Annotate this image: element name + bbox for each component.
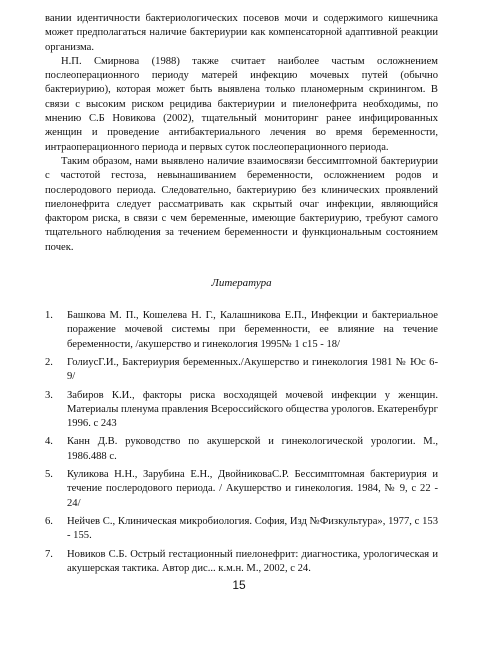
reference-text: Канн Д.В. руководство по акушерской и гинекологической урологии. М., 1986.488 с. — [67, 436, 438, 462]
reference-number: 3. — [45, 389, 53, 401]
reference-number: 4. — [45, 436, 53, 448]
reference-text: Новиков С.Б. Острый гестационный пиелонефрит: диагностика, урологическая и акушерская тактика. Автор дис... к.м.н. М., 2002, с 24. — [67, 548, 438, 574]
reference-item — [45, 515, 438, 544]
reference-text: ГолиусГ.И., Бактериурия беременных./Акушерство и гинекология 1981 № Юс 6-9/ — [67, 356, 438, 383]
reference-item — [45, 389, 438, 432]
reference-number: 1. — [45, 310, 53, 322]
paragraph-3: Таким образом, нами выявлено наличие взаимосвязи бессимптомной бактериурии с частотой гестоза, невынашиванием беременности, осложнением родов и послеродового периода. Следовательно, бактериурию без клинических проявлений пиелонефрита следует рассматривать как скрытый очаг инфекции, являющийся фактором риска, в связи с чем беременные, имеющие бактериурию, требуют самого тщательного наблюдения за течением беременности и функциональным состоянием почек. — [45, 155, 438, 253]
reference-item — [45, 468, 438, 511]
literature-heading: Литература — [211, 277, 272, 290]
body-text — [45, 12, 438, 255]
reference-text: Нейчев С., Клиническая микробиология. София, Изд №Физкультура», 1977, с 153 - 155. — [67, 515, 438, 542]
reference-list — [45, 309, 438, 576]
reference-text: Башкова М. П., Кошелева Н. Г., Калашникова Е.П., Инфекции и бактериальное поражение мочевой системы при беременности, ее влияние на течение беременности, /акушерство и гинекология 1995№ 1 с15 - 18/ — [67, 310, 438, 350]
reference-number: 7. — [45, 548, 53, 560]
page-number: 15 — [232, 578, 246, 592]
paragraph-1: вании идентичности бактериологических посевов мочи и содержимого кишечника может предполагаться наличие бактериурии как компенсаторной адаптивной реакции организма. — [45, 13, 438, 53]
reference-item — [45, 309, 438, 352]
paragraph-2: Н.П. Смирнова (1988) также считает наиболее частым осложнением послеоперационного периоду матерей инфекцию мочевых путей (обычно бактериурию), которая может быть выявлена только планомерным скринингом. В связи с высоким риском рецидива бактериурии и пиелонефрита необходимы, по мнению С.Б Новикова (2002), тщательный мониторинг ранее инфицированных женщин и проведение антибактериального лечения во время беременности, интраоперационного периода и первых суток послеоперационного периода. — [45, 55, 438, 153]
reference-number: 6. — [45, 515, 53, 527]
reference-text: Забиров К.И., факторы риска восходящей мочевой инфекции у женщин. Материалы пленума правления Всероссийского общества урологов. Екатеренбург 1996. с 243 — [67, 389, 438, 430]
reference-text: Куликова Н.Н., Зарубина Е.Н., ДвойниковаС.Р. Бессимптомная бактериурия и течение послеродового периода. / Акушерство и гинекология. 1984, № 9, с 22 - 24/ — [67, 469, 438, 509]
reference-number: 2. — [45, 356, 53, 368]
reference-number: 5. — [45, 469, 53, 481]
reference-item — [45, 435, 438, 464]
reference-item — [45, 548, 438, 577]
reference-item — [45, 356, 438, 385]
